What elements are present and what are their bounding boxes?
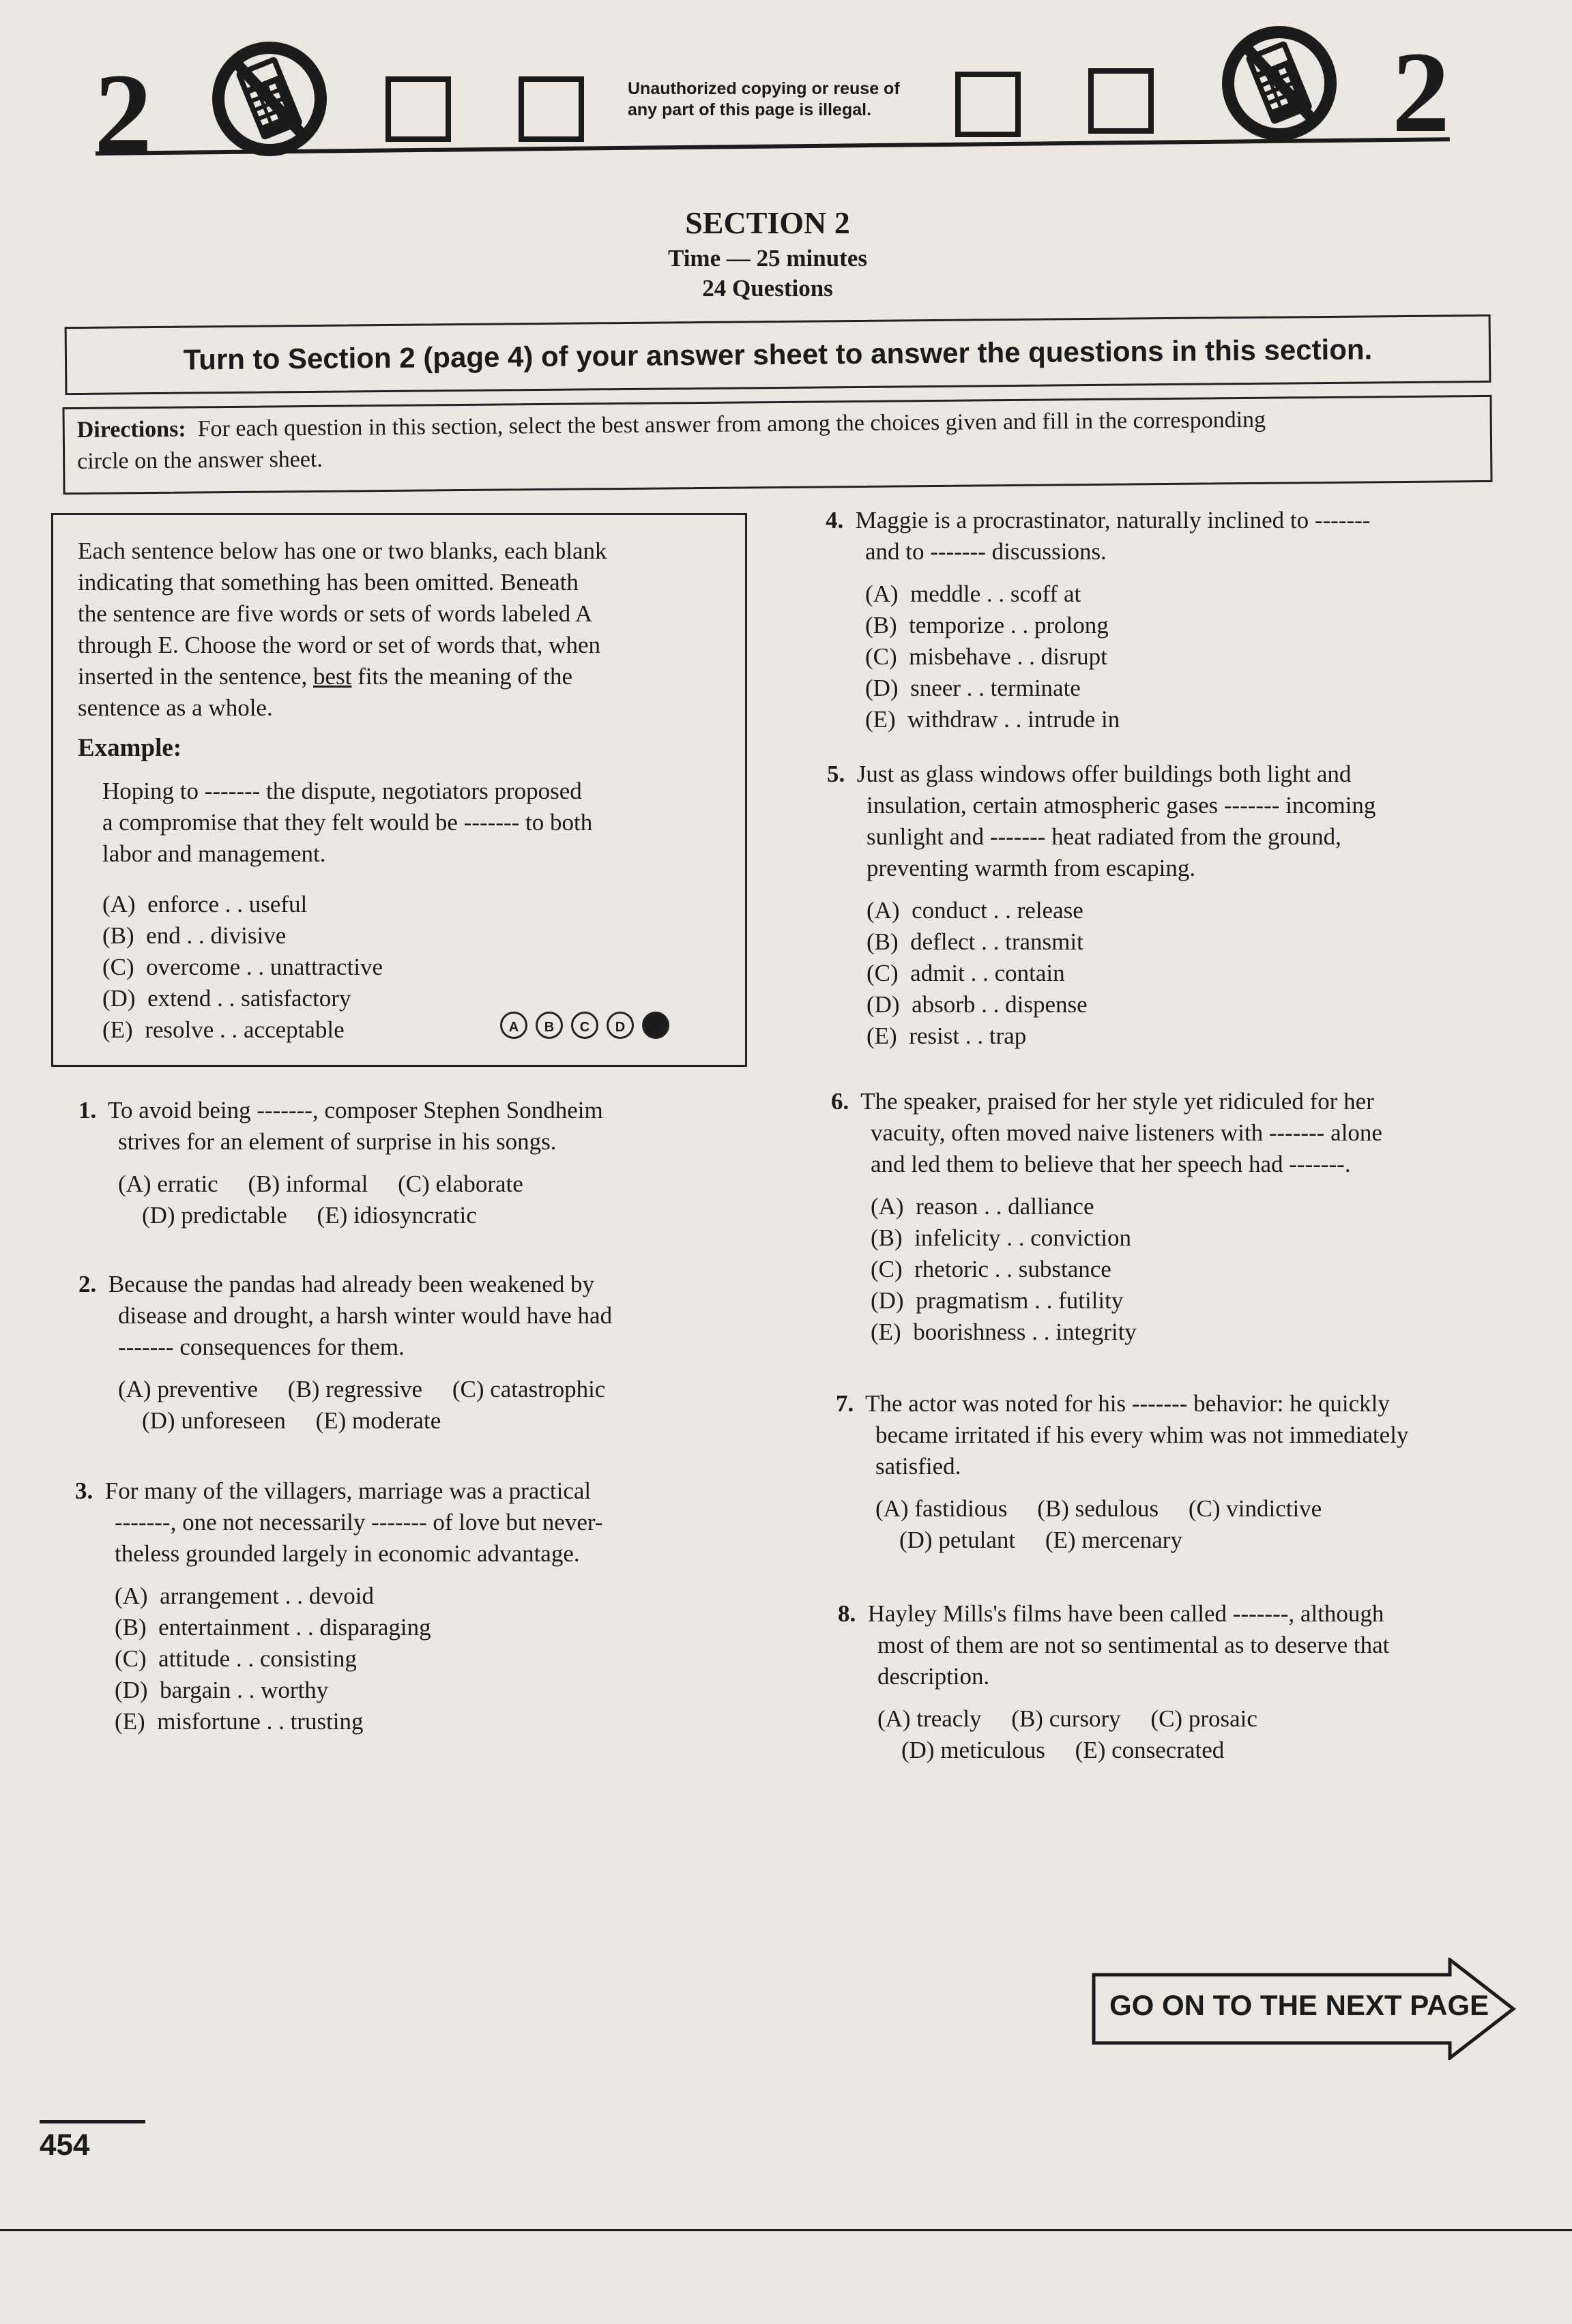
question-text-line: The actor was noted for his ------- behavior: he quickly xyxy=(865,1390,1390,1417)
answer-option: (A) conduct . . release xyxy=(867,897,1083,924)
answer-option: (C) admit . . contain xyxy=(867,960,1065,986)
answer-options: (D) meticulous (E) consecrated xyxy=(877,1737,1225,1763)
answer-options: (A) preventive (B) regressive (C) catastrophic xyxy=(118,1376,606,1402)
copyright-warning-line1: Unauthorized copying or reuse of xyxy=(628,79,900,98)
question-text-line: Just as glass windows offer buildings both light and xyxy=(856,761,1352,787)
question-number: 4. xyxy=(826,507,844,533)
question-text-line: description. xyxy=(877,1663,990,1690)
answer-bubble-e-filled: E xyxy=(642,1012,669,1039)
question-number: 2. xyxy=(78,1271,97,1297)
answer-bubble-d: D xyxy=(607,1012,634,1039)
answer-option: (C) attitude . . consisting xyxy=(115,1645,357,1672)
instructions-text xyxy=(78,535,733,724)
copyright-warning xyxy=(628,78,900,121)
copyright-warning-line2: any part of this page is illegal. xyxy=(628,100,872,120)
emphasis-best: best xyxy=(313,663,352,690)
question-6 xyxy=(831,1086,1554,1348)
answer-option: (D) sneer . . terminate xyxy=(865,675,1081,701)
answer-option: (B) infelicity . . conviction xyxy=(871,1224,1131,1251)
answer-options: (A) fastidious (B) sedulous (C) vindictive xyxy=(875,1495,1322,1522)
header-square-1 xyxy=(385,76,451,142)
question-text-line: became irritated if his every whim was not immediately xyxy=(875,1422,1409,1448)
instructions-line: indicating that something has been omitted. Beneath xyxy=(78,569,579,595)
question-text-line: sunlight and ------- heat radiated from the ground, xyxy=(867,823,1341,850)
directions-text-line1: For each question in this section, select the best answer from among the choices given and fill in the corresponding xyxy=(197,407,1266,442)
answer-option: (B) deflect . . transmit xyxy=(867,928,1083,955)
question-text-line: disease and drought, a harsh winter would have had xyxy=(118,1302,613,1329)
example-option: (A) enforce . . useful xyxy=(102,891,308,917)
question-text-line: vacuity, often moved naive listeners with ------- alone xyxy=(871,1119,1382,1146)
question-8 xyxy=(838,1598,1561,1766)
bottom-rule xyxy=(0,2229,1572,2231)
instructions-line: through E. Choose the word or set of words that, when xyxy=(78,632,600,658)
answer-option: (D) bargain . . worthy xyxy=(115,1677,329,1703)
answer-option: (E) misfortune . . trusting xyxy=(115,1708,364,1735)
question-7 xyxy=(836,1388,1559,1556)
next-page-label: GO ON TO THE NEXT PAGE xyxy=(1109,1989,1489,2021)
no-calculator-icon xyxy=(208,38,331,160)
section-number-left: 2 xyxy=(94,50,152,178)
no-calculator-icon xyxy=(1218,22,1341,145)
question-text-line: Maggie is a procrastinator, naturally inclined to ------- xyxy=(855,507,1371,533)
answer-options: (A) treacly (B) cursory (C) prosaic xyxy=(877,1705,1257,1732)
section-number-right: 2 xyxy=(1392,28,1450,156)
answer-option: (C) misbehave . . disrupt xyxy=(865,643,1107,670)
question-text-line: -------, one not necessarily ------- of love but never- xyxy=(115,1509,603,1535)
answer-options: (A) erratic (B) informal (C) elaborate xyxy=(118,1171,523,1197)
question-number: 6. xyxy=(831,1088,849,1115)
answer-option: (C) rhetoric . . substance xyxy=(871,1256,1111,1282)
question-text-line: insulation, certain atmospheric gases ------- incoming xyxy=(867,792,1376,819)
directions-box xyxy=(62,395,1492,495)
example-option: (B) end . . divisive xyxy=(102,922,287,949)
page-number: 454 xyxy=(40,2128,90,2162)
answer-option: (A) meddle . . scoff at xyxy=(865,580,1081,607)
question-text-line: theless grounded largely in economic advantage. xyxy=(115,1540,580,1567)
example-options xyxy=(102,889,383,1046)
header-square-4 xyxy=(1088,68,1154,134)
section-question-count: 24 Questions xyxy=(702,275,833,301)
question-number: 8. xyxy=(838,1600,856,1627)
question-text-line: ------- consequences for them. xyxy=(118,1334,405,1360)
answer-options: (D) petulant (E) mercenary xyxy=(875,1527,1182,1553)
answer-option: (E) boorishness . . integrity xyxy=(871,1319,1137,1345)
question-number: 7. xyxy=(836,1390,854,1417)
example-sentence: Hoping to ------- the dispute, negotiators proposed a compromise that they felt would be ------- to both labor and management. xyxy=(102,778,593,867)
answer-options: (D) predictable (E) idiosyncratic xyxy=(118,1202,477,1229)
answer-option: (D) absorb . . dispense xyxy=(867,991,1088,1018)
answer-option: (A) reason . . dalliance xyxy=(871,1193,1094,1220)
header-square-3 xyxy=(955,72,1021,137)
question-text-line: For many of the villagers, marriage was a practical xyxy=(104,1477,592,1504)
question-text-line: Because the pandas had already been weakened by xyxy=(108,1271,595,1297)
answer-sheet-instruction: Turn to Section 2 (page 4) of your answer sheet to answer the questions in this section. xyxy=(65,314,1491,395)
example-option: (C) overcome . . unattractive xyxy=(102,954,383,980)
question-1 xyxy=(78,1095,761,1231)
question-text-line: satisfied. xyxy=(875,1453,961,1480)
instructions-line: inserted in the sentence, best fits the meaning of the xyxy=(78,663,573,690)
answer-bubble-c: C xyxy=(571,1012,598,1039)
example-option: (D) extend . . satisfactory xyxy=(102,985,351,1012)
example-option: (E) resolve . . acceptable xyxy=(102,1016,345,1043)
answer-option: (E) resist . . trap xyxy=(867,1023,1027,1049)
answer-option: (A) arrangement . . devoid xyxy=(115,1583,374,1609)
directions-text-line2: circle on the answer sheet. xyxy=(77,446,323,474)
question-number: 1. xyxy=(78,1097,97,1123)
question-text-line: The speaker, praised for her style yet ridiculed for her xyxy=(860,1088,1374,1115)
question-text-line: and led them to believe that her speech had -------. xyxy=(871,1151,1351,1177)
question-text-line: Hayley Mills's films have been called -------, although xyxy=(867,1600,1384,1627)
question-number: 3. xyxy=(75,1477,93,1504)
instructions-line: sentence as a whole. xyxy=(78,694,273,721)
answer-option: (B) temporize . . prolong xyxy=(865,612,1109,638)
question-number: 5. xyxy=(827,761,845,787)
instructions-example-box xyxy=(51,513,747,1067)
example-label: Example: xyxy=(78,734,182,762)
question-text-line: strives for an element of surprise in his songs. xyxy=(118,1128,557,1155)
example-answer-bubbles xyxy=(500,1012,675,1039)
question-text-line: and to ------- discussions. xyxy=(865,538,1107,565)
header-square-2 xyxy=(519,76,584,142)
question-4 xyxy=(826,505,1549,735)
section-time: Time — 25 minutes xyxy=(668,245,867,271)
page-number-rule xyxy=(40,2120,145,2123)
answer-option: (D) pragmatism . . futility xyxy=(871,1287,1124,1314)
answer-option: (B) entertainment . . disparaging xyxy=(115,1614,431,1641)
question-2 xyxy=(78,1269,761,1437)
answer-bubble-b: B xyxy=(536,1012,563,1039)
answer-option: (E) withdraw . . intrude in xyxy=(865,706,1120,733)
question-text-line: preventing warmth from escaping. xyxy=(867,855,1196,881)
answer-bubble-a: A xyxy=(500,1012,527,1039)
section-heading xyxy=(546,205,989,302)
answer-options: (D) unforeseen (E) moderate xyxy=(118,1407,441,1434)
question-text-line: To avoid being -------, composer Stephen Sondheim xyxy=(108,1097,603,1123)
section-title: SECTION 2 xyxy=(685,205,850,240)
directions-label: Directions: xyxy=(76,416,186,443)
question-3 xyxy=(75,1475,757,1737)
question-5 xyxy=(827,759,1550,1052)
instructions-line: the sentence are five words or sets of words labeled A xyxy=(78,600,593,627)
question-text-line: most of them are not so sentimental as to deserve that xyxy=(877,1632,1390,1658)
instructions-line: Each sentence below has one or two blanks, each blank xyxy=(78,538,607,564)
